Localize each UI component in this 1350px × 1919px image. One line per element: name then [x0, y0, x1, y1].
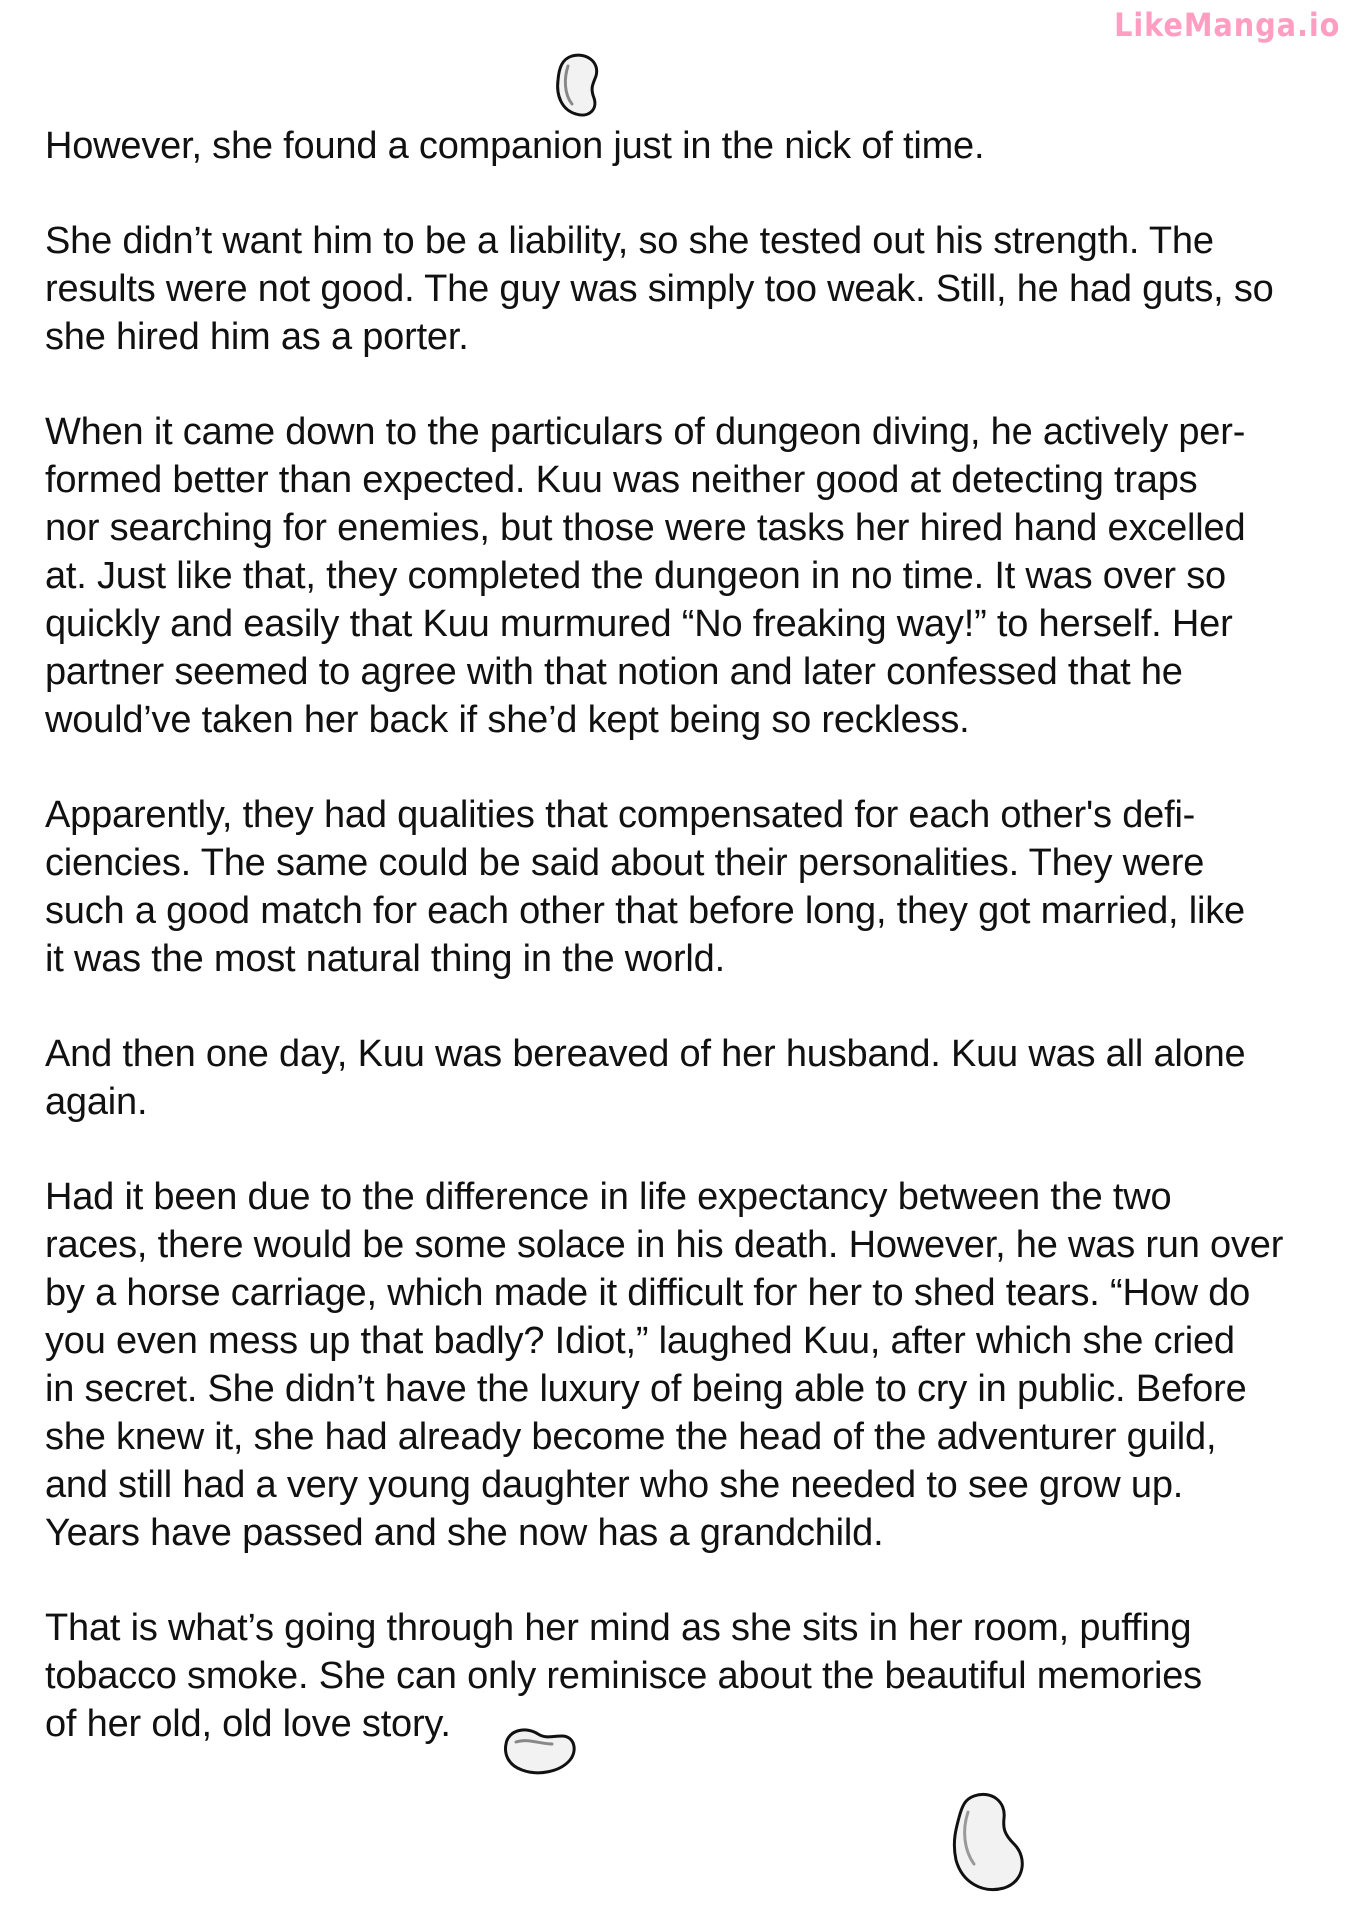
- text-line: Years have passed and she now has a grandchild.: [45, 1512, 884, 1554]
- text-line: she knew it, she had already become the head of the adventurer guild,: [45, 1416, 1217, 1458]
- paragraph-2: [45, 217, 1315, 361]
- text-line: tobacco smoke. She can only reminisce about the beautiful memories: [45, 1655, 1202, 1697]
- paragraph-1: [45, 122, 1315, 170]
- text-line: ciencies. The same could be said about their personalities. They were: [45, 842, 1205, 884]
- site-watermark: LikeManga.io: [1113, 6, 1340, 44]
- text-line: She didn’t want him to be a liability, so she tested out his strength. The: [45, 220, 1214, 262]
- paragraph-4: [45, 791, 1315, 983]
- text-line: would’ve taken her back if she’d kept being so reckless.: [45, 699, 970, 741]
- text-line: races, there would be some solace in his death. However, he was run over: [45, 1224, 1284, 1266]
- bean-icon-top: [552, 52, 604, 118]
- text-line: results were not good. The guy was simply too weak. Still, he had guts, so: [45, 268, 1274, 310]
- text-line: at. Just like that, they completed the dungeon in no time. It was over so: [45, 555, 1226, 597]
- text-line: she hired him as a porter.: [45, 316, 469, 358]
- text-line: Apparently, they had qualities that compensated for each other's defi-: [45, 794, 1196, 836]
- bean-icon-inline: [498, 1722, 578, 1778]
- paragraph-5: [45, 1030, 1315, 1126]
- paragraph-7: [45, 1604, 1315, 1748]
- paragraph-6: [45, 1173, 1315, 1557]
- story-text: [45, 122, 1315, 1748]
- text-line: formed better than expected. Kuu was neither good at detecting traps: [45, 459, 1198, 501]
- text-line: and still had a very young daughter who she needed to see grow up.: [45, 1464, 1184, 1506]
- text-line: However, she found a companion just in the nick of time.: [45, 125, 985, 167]
- text-line: quickly and easily that Kuu murmured “No freaking way!” to herself. Her: [45, 603, 1233, 645]
- text-line: of her old, old love story.: [45, 1703, 451, 1745]
- text-line: nor searching for enemies, but those were tasks her hired hand excelled: [45, 507, 1246, 549]
- text-line: And then one day, Kuu was bereaved of her husband. Kuu was all alone: [45, 1033, 1246, 1075]
- text-line: in secret. She didn’t have the luxury of being able to cry in public. Before: [45, 1368, 1247, 1410]
- text-line: by a horse carriage, which made it difficult for her to shed tears. “How do: [45, 1272, 1251, 1314]
- paragraph-3: [45, 408, 1315, 744]
- bean-icon-bottom: [948, 1790, 1032, 1892]
- text-line: When it came down to the particulars of dungeon diving, he actively per-: [45, 411, 1246, 453]
- text-line: you even mess up that badly? Idiot,” laughed Kuu, after which she cried: [45, 1320, 1235, 1362]
- text-line: That is what’s going through her mind as she sits in her room, puffing: [45, 1607, 1192, 1649]
- text-line: Had it been due to the difference in life expectancy between the two: [45, 1176, 1172, 1218]
- text-line: it was the most natural thing in the world.: [45, 938, 725, 980]
- text-line: again.: [45, 1081, 148, 1123]
- text-line: partner seemed to agree with that notion and later confessed that he: [45, 651, 1183, 693]
- text-line: such a good match for each other that before long, they got married, like: [45, 890, 1245, 932]
